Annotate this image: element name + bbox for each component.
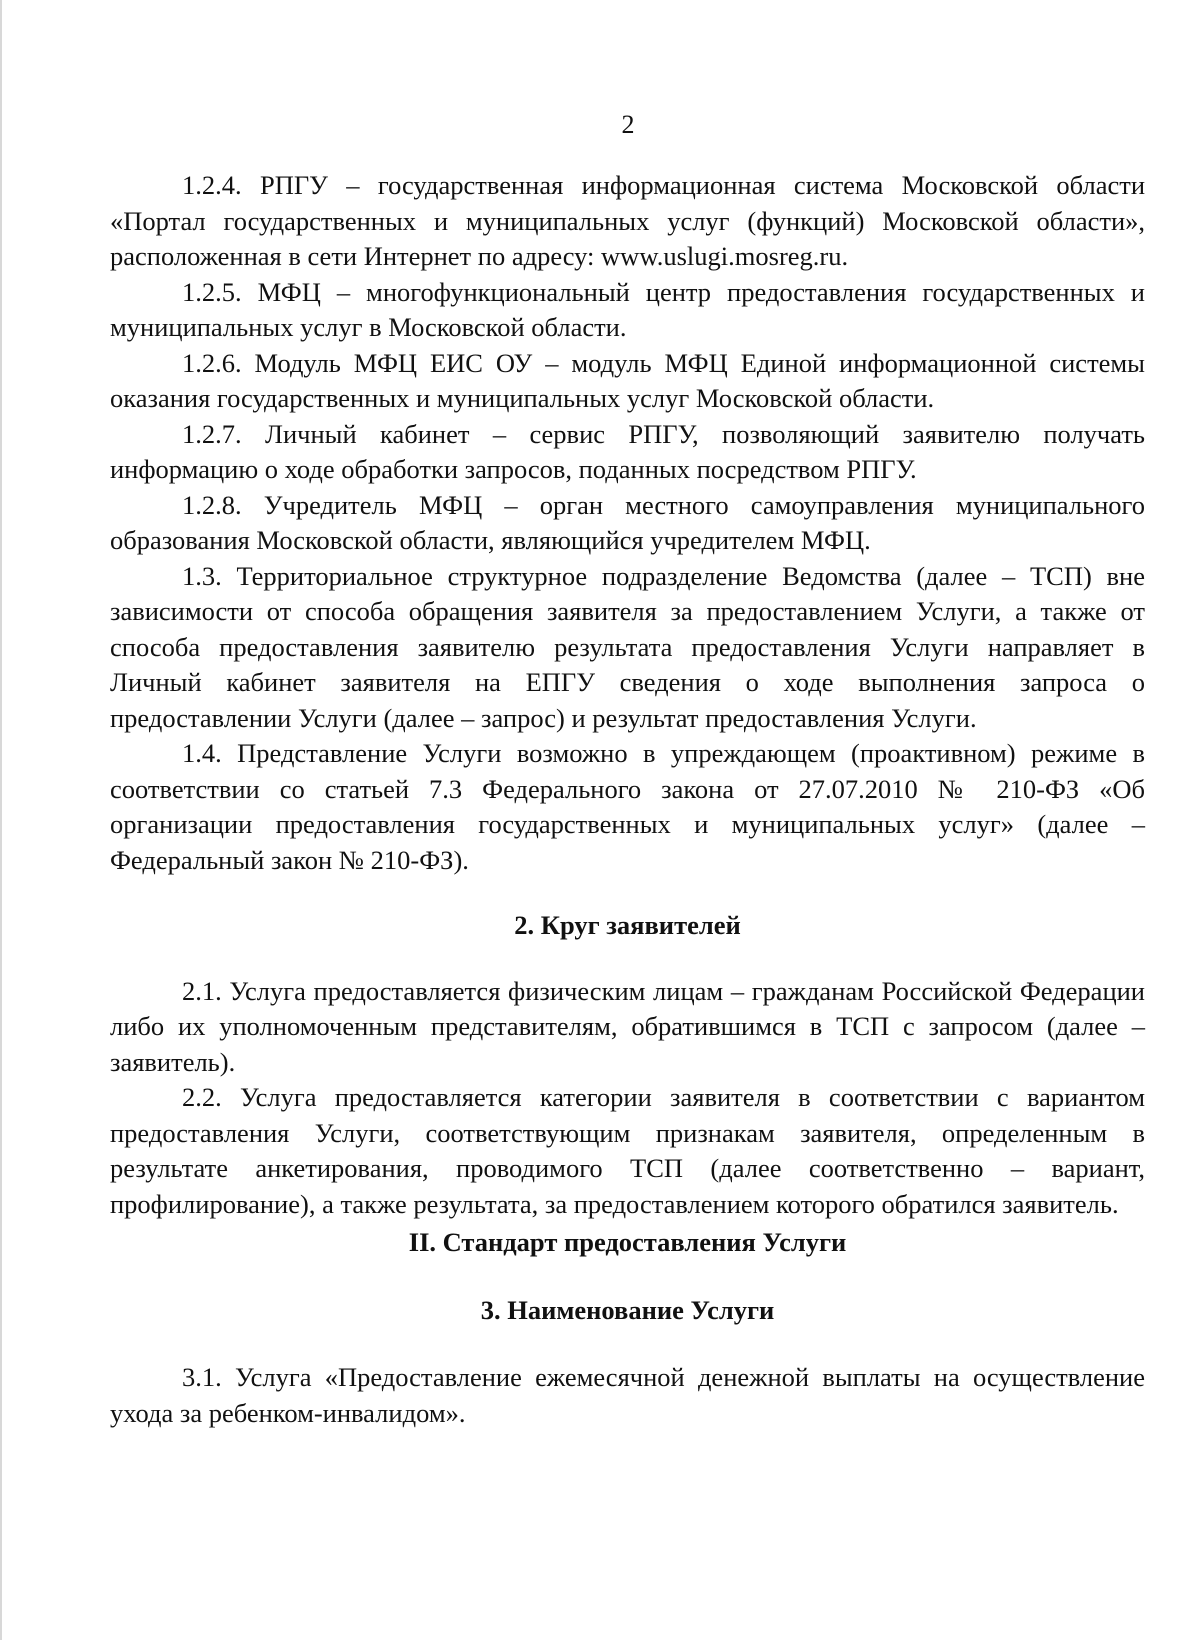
part-heading-ii: II. Стандарт предоставления Услуги bbox=[408, 1227, 847, 1257]
scan-edge bbox=[0, 0, 2, 1640]
section-heading-2: 2. Круг заявителей bbox=[514, 910, 741, 940]
paragraph-1-2-4: 1.2.4. РПГУ – государственная информационная система Московской области «Портал государственных и муниципальных услуг (функций) Московской области», расположенная в сети Интернет по адресу: www.uslugi.mosreg.ru. bbox=[110, 170, 1145, 271]
page-number: 2 bbox=[621, 110, 635, 139]
paragraph-1-3: 1.3. Территориальное структурное подразделение Ведомства (далее – ТСП) вне зависимости от способа обращения заявителя за предоставлением Услуги, а также от способа предоставления заявителю результата предоставления Услуги направляет в Личный кабинет заявителя на ЕПГУ сведения о ходе выполнения запроса о предоставлении Услуги (далее – запрос) и результат предоставления Услуги. bbox=[110, 560, 1145, 733]
section-heading-3: 3. Наименование Услуги bbox=[480, 1294, 775, 1325]
paragraph-1-2-5: 1.2.5. МФЦ – многофункциональный центр предоставления государственных и муниципальных услуг в Московской области. bbox=[110, 276, 1145, 342]
paragraph-2-1: 2.1. Услуга предоставляется физическим лицам – гражданам Российской Федерации либо их уполномоченным представителям, обратившимся в ТСП с запросом (далее – заявитель). bbox=[110, 975, 1145, 1077]
paragraph-1-4: 1.4. Представление Услуги возможно в упреждающем (проактивном) режиме в соответствии со статьей 7.3 Федерального закона от 27.07.2010 № 210-ФЗ «Об организации предоставления государственных и муниципальных услуг» (далее – Федеральный закон № 210-ФЗ). bbox=[110, 738, 1145, 875]
paragraph-1-2-7: 1.2.7. Личный кабинет – сервис РПГУ, позволяющий заявителю получать информацию о ходе обработки запросов, поданных посредством РПГУ. bbox=[110, 418, 1145, 484]
paragraph-1-2-6: 1.2.6. Модуль МФЦ ЕИС ОУ – модуль МФЦ Единой информационной системы оказания государственных и муниципальных услуг Московской области. bbox=[110, 347, 1145, 413]
document-body bbox=[110, 168, 1145, 1431]
paragraph-2-2: 2.2. Услуга предоставляется категории заявителя в соответствии с вариантом предоставления Услуги, соответствующим признакам заявителя, определенным в результате анкетирования, проводимого ТСП (далее соответственно – вариант, профилирование), а также результата, за предоставлением которого обратился заявитель. bbox=[110, 1082, 1145, 1219]
paragraph-1-2-8: 1.2.8. Учредитель МФЦ – орган местного самоуправления муниципального образования Московской области, являющийся учредителем МФЦ. bbox=[110, 489, 1145, 555]
paragraph-3-1: 3.1. Услуга «Предоставление ежемесячной денежной выплаты на осуществление ухода за ребенком-инвалидом». bbox=[110, 1362, 1145, 1428]
